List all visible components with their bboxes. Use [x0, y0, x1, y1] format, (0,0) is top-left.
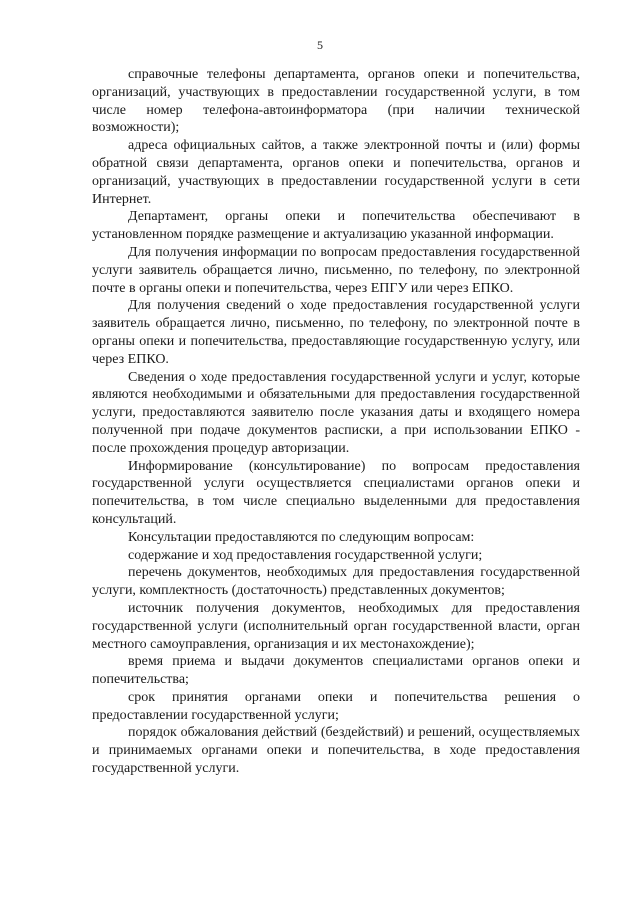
paragraph: Информирование (консультирование) по вопросам предоставления государственной услуги осуществляется специалистами органов опеки и попечительства, в том числе специально выделенными для предоставления консультаций.: [92, 458, 580, 527]
paragraph: Департамент, органы опеки и попечительства обеспечивают в установленном порядке размещение и актуализацию указанной информации.: [92, 209, 580, 243]
paragraph: Сведения о ходе предоставления государственной услуги и услуг, которые являются необходимыми и обязательными для предоставления государственной услуги, предоставляются заявителю после указания даты и входящего номера полученной при подаче документов расписки, а при использовании ЕПКО - после прохождения процедур авторизации.: [92, 369, 580, 456]
document-body: [92, 66, 580, 778]
paragraph: срок принятия органами опеки и попечительства решения о предоставлении государственной услуги;: [92, 689, 580, 723]
paragraph: время приема и выдачи документов специалистами органов опеки и попечительства;: [92, 654, 580, 688]
paragraph: порядок обжалования действий (бездействий) и решений, осуществляемых и принимаемых органами опеки и попечительства, в ходе предоставления государственной услуги.: [92, 725, 580, 777]
paragraph: содержание и ход предоставления государственной услуги;: [128, 547, 483, 563]
paragraph: Для получения сведений о ходе предоставления государственной услуги заявитель обращается лично, письменно, по телефону, по электронной почте в органы опеки и попечительства, предоставляющие государственную услугу, или через ЕПКО.: [92, 298, 580, 367]
paragraph: источник получения документов, необходимых для предоставления государственной услуги (исполнительный орган государственной власти, орган местного самоуправления, организация и их местонахождение);: [92, 600, 580, 652]
page-number: 5: [317, 38, 323, 52]
paragraph: перечень документов, необходимых для предоставления государственной услуги, комплектность (достаточность) представленных документов;: [92, 565, 580, 599]
paragraph: справочные телефоны департамента, органов опеки и попечительства, организаций, участвующих в предоставлении государственной услуги, в том числе номер телефона-автоинформатора (при наличии технической возможности);: [92, 67, 580, 136]
paragraph: адреса официальных сайтов, а также электронной почты и (или) формы обратной связи департамента, органов опеки и попечительства, органов и организаций, участвующих в предоставлении государственной услуги в сети Интернет.: [92, 138, 580, 207]
paragraph: Консультации предоставляются по следующим вопросам:: [128, 529, 475, 545]
paragraph: Для получения информации по вопросам предоставления государственной услуги заявитель обращается лично, письменно, по телефону, по электронной почте в органы опеки и попечительства, через ЕПГУ или через ЕПКО.: [92, 244, 580, 296]
